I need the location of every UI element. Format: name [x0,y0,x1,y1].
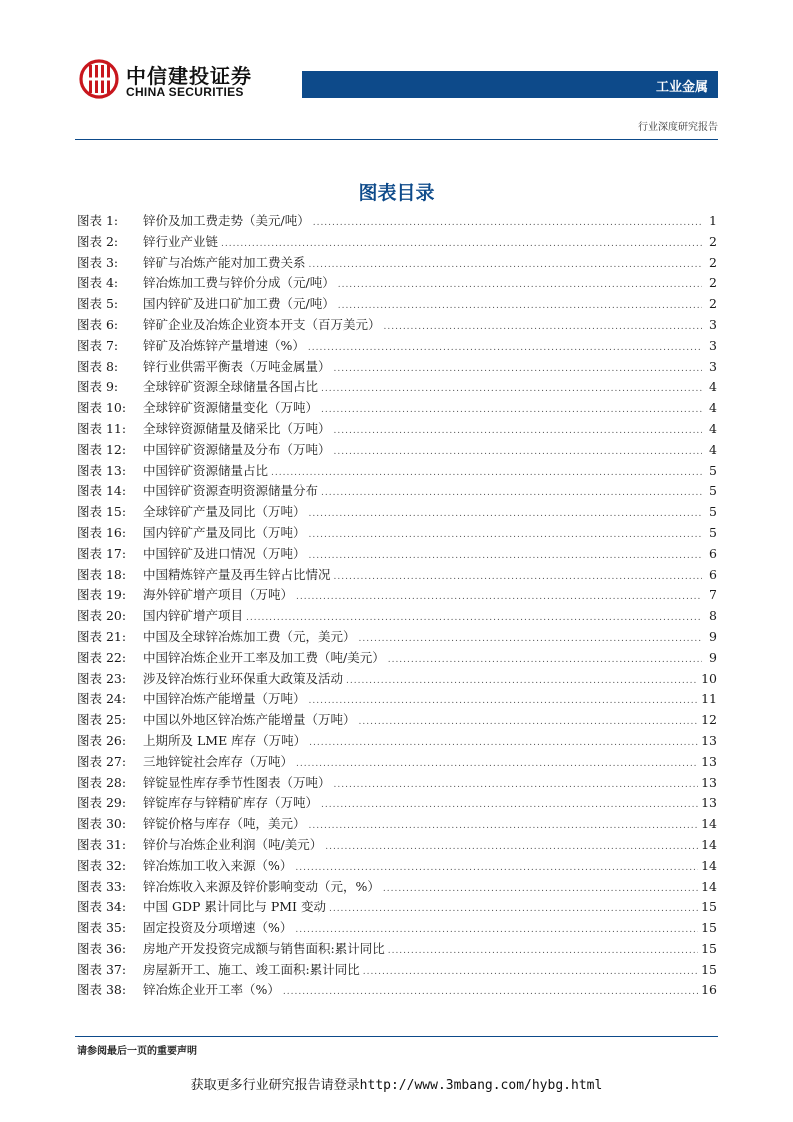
toc-entry-title: 锌价与冶炼企业利润（吨/美元） [143,836,323,852]
toc-entry[interactable] [77,835,717,856]
toc-entry[interactable] [77,377,717,398]
toc-entry-label: 图表 4: [77,275,119,291]
toc-entry-leader [271,463,702,484]
toc-entry-page: 13 [701,732,717,748]
toc-entry-page: 9 [709,649,717,665]
toc-entry-page: 3 [709,316,717,332]
toc-entry-page: 15 [701,961,717,977]
toc-entry-leader [325,837,698,858]
toc-entry-leader [221,234,702,255]
footer-download-link[interactable]: 获取更多行业研究报告请登录http://www.3mbang.com/hybg.html [190,1078,603,1093]
toc-entry-leader [283,982,698,1003]
toc-entry-label: 图表 12: [77,441,127,457]
toc-entry-page: 4 [709,441,717,457]
toc-entry-page: 14 [701,878,717,894]
toc-entry-page: 14 [701,836,717,852]
toc-entry-label: 图表 1: [77,213,119,228]
toc-entry-leader [295,858,698,879]
toc-entry[interactable] [77,461,717,482]
toc-entry-page: 5 [709,504,717,520]
toc-entry-leader [334,421,702,442]
company-logo [78,58,258,102]
toc-entry-label: 图表 17: [77,545,127,561]
toc-entry-title: 上期所及 LME 库存（万吨） [143,732,307,748]
toc-entry[interactable] [77,294,717,315]
toc-entry-leader [329,899,698,920]
toc-entry-title: 固定投资及分项增速（%） [143,920,293,936]
toc-entry-title: 房屋新开工、施工、竣工面积:累计同比 [143,961,360,977]
toc-entry-label: 图表 9: [77,379,119,395]
toc-entry-label: 图表 29: [77,795,127,811]
toc-entry-title: 中国及全球锌冶炼加工费（元，美元） [143,628,356,644]
toc-entry-leader [321,483,702,504]
toc-entry-page: 15 [701,899,717,915]
toc-entry-title: 涉及锌冶炼行业环保重大政策及活动 [143,670,344,686]
toc-entry-page: 11 [701,691,717,707]
toc-entry-page: 10 [701,670,717,686]
toc-entry-title: 中国锌矿及进口情况（万吨） [143,545,306,561]
toc-entry-label: 图表 33: [77,878,127,894]
toc-entry-leader [334,442,702,463]
toc-entry[interactable] [77,856,717,877]
toc-entry-title: 三地锌锭社会库存（万吨） [143,753,294,769]
citic-logo-icon [78,58,120,100]
toc-entry-leader [383,879,698,900]
toc-entry[interactable] [77,689,717,710]
toc-entry-title: 国内锌矿增产项目 [143,608,244,624]
toc-entry-leader [388,650,702,671]
toc-entry[interactable] [77,523,717,544]
toc-entry-page: 14 [701,816,717,832]
toc-entry-page: 2 [709,254,717,270]
toc-entry-title: 中国锌矿资源查明资源储量分布 [143,483,319,499]
footer-divider [75,1036,718,1037]
toc-entry-label: 图表 11: [77,420,127,436]
toc-entry-title: 锌行业供需平衡表（万吨金属量） [143,358,331,374]
toc-entry[interactable] [77,357,717,378]
toc-entry-label: 图表 7: [77,337,119,353]
toc-entry[interactable] [77,710,717,731]
toc-entry-page: 6 [709,545,717,561]
toc-entry-label: 图表 21: [77,628,127,644]
toc-entry-title: 中国锌冶炼产能增量（万吨） [143,691,306,707]
toc-entry-page: 3 [709,358,717,374]
toc-entry-page: 5 [709,462,717,478]
toc-entry[interactable] [77,773,717,794]
toc-entry[interactable] [77,793,717,814]
toc-entry-leader [309,546,702,567]
disclaimer-note: 请参阅最后一页的重要声明 [77,1046,197,1057]
toc-entry-leader [321,379,702,400]
toc-entry[interactable] [77,980,717,1001]
toc-entry-title: 锌矿与冶炼产能对加工费关系 [143,254,306,270]
toc-entry-page: 13 [701,795,717,811]
toc-entry[interactable] [77,502,717,523]
toc-entry-page: 4 [709,379,717,395]
toc-entry-leader [295,920,698,941]
toc-entry-label: 图表 13: [77,462,127,478]
toc-entry[interactable] [77,544,717,565]
toc-entry-title: 中国精炼锌产量及再生锌占比情况 [143,566,331,582]
toc-entry[interactable] [77,960,717,981]
toc-entry-page: 7 [709,587,717,603]
toc-entry-leader [388,941,698,962]
toc-entry-leader [384,317,702,338]
toc-entry-title: 全球锌矿产量及同比（万吨） [143,504,306,520]
toc-entry-page: 12 [701,712,717,728]
toc-entry-page: 15 [701,920,717,936]
toc-entry[interactable] [77,939,717,960]
toc-entry-leader [246,608,702,629]
toc-entry-page: 5 [709,524,717,540]
toc-entry-label: 图表 36: [77,940,127,956]
toc-entry-page: 2 [709,275,717,291]
toc-entry-page: 8 [709,608,717,624]
toc-entry-page: 15 [701,940,717,956]
toc-entry-label: 图表 24: [77,691,127,707]
toc-entry-title: 中国锌矿资源储量及分布（万吨） [143,441,331,457]
toc-entry[interactable] [77,398,717,419]
toc-entry-title: 锌矿企业及冶炼企业资本开支（百万美元） [143,316,381,332]
toc-entry-title: 海外锌矿增产项目（万吨） [143,587,294,603]
toc-entry[interactable] [77,232,717,253]
toc-entry-title: 中国锌冶炼企业开工率及加工费（吨/美元） [143,649,385,665]
toc-entry-leader [334,359,702,380]
toc-entry[interactable] [77,669,717,690]
toc-entry-label: 图表 8: [77,358,119,374]
toc-entry-title: 中国 GDP 累计同比与 PMI 变动 [143,899,326,915]
toc-entry-leader [296,587,702,608]
toc-entry-leader [308,338,702,359]
toc-entry[interactable] [77,253,717,274]
toc-entry-page: 2 [709,233,717,249]
toc-entry-title: 全球锌资源储量及储采比（万吨） [143,420,331,436]
toc-entry-leader [309,816,699,837]
toc-entry-title: 锌冶炼企业开工率（%） [143,982,280,998]
toc-entry-leader [309,525,702,546]
sector-label: 工业金属 [655,80,708,95]
toc-entry-title: 锌冶炼加工收入来源（%） [143,857,293,873]
toc-entry[interactable] [77,877,717,898]
toc-entry-leader [309,255,702,276]
toc-entry-page: 6 [709,566,717,582]
toc-entry[interactable] [77,419,717,440]
company-name-en: CHINA SECURITIES [126,85,244,99]
toc-entry-label: 图表 18: [77,566,127,582]
toc-entry[interactable] [77,731,717,752]
company-name-cn: 中信建投证券 [126,64,252,88]
toc-entry[interactable] [77,918,717,939]
toc-entry-leader [359,629,702,650]
toc-entry-leader [334,775,699,796]
toc-entry-label: 图表 30: [77,816,127,832]
toc-entry-page: 9 [709,628,717,644]
toc-entry-label: 图表 3: [77,254,119,270]
toc-entry-label: 图表 16: [77,524,127,540]
toc-entry-title: 锌价及加工费走势（美元/吨） [143,213,310,228]
toc-entry-leader [346,671,698,692]
toc-entry-label: 图表 6: [77,316,119,332]
toc-entry-page: 4 [709,400,717,416]
toc-entry-title: 锌行业产业链 [143,233,219,249]
toc-entry-label: 图表 27: [77,753,127,769]
report-type: 行业深度研究报告 [638,122,718,133]
toc-entry-page: 1 [709,213,717,228]
toc-entry-title: 全球锌矿资源全球储量各国占比 [143,379,319,395]
toc-entry[interactable] [77,897,717,918]
toc-entry-leader [309,691,699,712]
toc-entry-leader [321,795,698,816]
toc-entry-title: 房地产开发投资完成额与销售面积:累计同比 [143,940,385,956]
toc-entry-title: 锌锭价格与库存（吨，美元） [143,816,306,832]
toc-entry-page: 5 [709,483,717,499]
toc-entry-leader [321,400,702,421]
toc-entry[interactable] [77,648,717,669]
toc-entry-leader [309,504,702,525]
toc-entry-title: 国内锌矿产量及同比（万吨） [143,524,306,540]
toc-entry-label: 图表 2: [77,233,119,249]
toc-entry-label: 图表 26: [77,732,127,748]
toc-entry-leader [313,213,702,234]
toc-entry-title: 中国锌矿资源储量占比 [143,462,269,478]
toc-entry-leader [338,275,702,296]
toc-entry[interactable] [77,752,717,773]
toc-entry-title: 锌冶炼收入来源及锌价影响变动（元，%） [143,878,380,894]
toc-entry-label: 图表 38: [77,982,127,998]
toc-entry-title: 锌锭库存与锌精矿库存（万吨） [143,795,319,811]
toc-entry-label: 图表 20: [77,608,127,624]
toc-entry[interactable] [77,585,717,606]
toc-entry-label: 图表 28: [77,774,127,790]
toc-entry[interactable] [77,565,717,586]
toc-entry[interactable] [77,273,717,294]
toc-entry-label: 图表 14: [77,483,127,499]
toc-title: 图表目录 [358,182,435,204]
toc-entry-leader [296,754,698,775]
toc-entry-label: 图表 37: [77,961,127,977]
toc-entry[interactable] [77,814,717,835]
toc-entry-page: 3 [709,337,717,353]
toc-list [77,211,717,1001]
toc-entry-label: 图表 15: [77,504,127,520]
header-divider [75,139,718,140]
toc-entry-title: 国内锌矿及进口矿加工费（元/吨） [143,296,335,312]
toc-entry-label: 图表 32: [77,857,127,873]
toc-entry-label: 图表 22: [77,649,127,665]
toc-entry[interactable] [77,336,717,357]
toc-entry[interactable] [77,606,717,627]
toc-entry-label: 图表 25: [77,712,127,728]
toc-entry-title: 锌冶炼加工费与锌价分成（元/吨） [143,275,335,291]
toc-entry-label: 图表 23: [77,670,127,686]
sector-banner [302,71,718,98]
toc-entry-page: 13 [701,753,717,769]
toc-entry-label: 图表 19: [77,587,127,603]
toc-entry[interactable] [77,315,717,336]
toc-entry-title: 锌锭显性库存季节性图表（万吨） [143,774,331,790]
toc-entry[interactable] [77,627,717,648]
toc-entry-page: 2 [709,296,717,312]
toc-entry-leader [334,567,702,588]
toc-entry-leader [359,712,699,733]
toc-entry[interactable] [77,481,717,502]
toc-entry-label: 图表 10: [77,400,127,416]
toc-entry[interactable] [77,440,717,461]
toc-entry-page: 16 [701,982,717,998]
toc-entry-title: 中国以外地区锌冶炼产能增量（万吨） [143,712,356,728]
toc-entry-label: 图表 34: [77,899,127,915]
toc-entry-label: 图表 35: [77,920,127,936]
toc-entry-label: 图表 31: [77,836,127,852]
toc-entry-leader [363,962,698,983]
toc-entry[interactable] [77,211,717,232]
toc-entry-leader [338,296,702,317]
toc-entry-page: 14 [701,857,717,873]
toc-entry-title: 全球锌矿资源储量变化（万吨） [143,400,319,416]
toc-entry-title: 锌矿及冶炼锌产量增速（%） [143,337,305,353]
toc-entry-page: 13 [701,774,717,790]
toc-entry-label: 图表 5: [77,296,119,312]
toc-entry-page: 4 [709,420,717,436]
toc-entry-leader [309,733,698,754]
